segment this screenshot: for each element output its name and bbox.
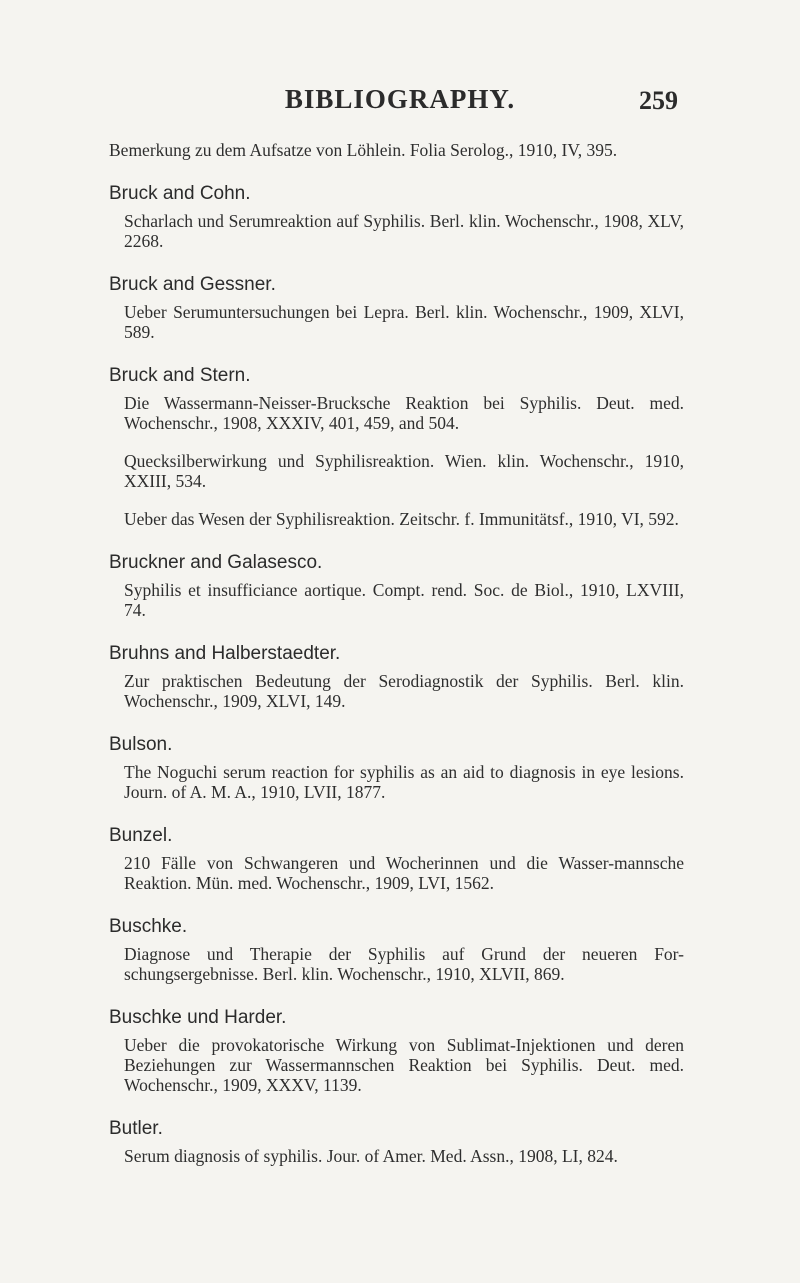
work-citation: Diagnose und Therapie der Syphilis auf Grund der neueren For-schungsergebnisse. Berl. klin. Wochenschr., 1910, XLVII, 869. xyxy=(124,944,684,984)
work-citation: Quecksilberwirkung und Syphilisreaktion. Wien. klin. Wochenschr., 1910, XXIII, 534. xyxy=(124,451,684,491)
work-citation: 210 Fälle von Schwangeren und Wocherinnen und die Wasser-mannsche Reaktion. Mün. med. Wochenschr., 1909, LVI, 1562. xyxy=(124,853,684,893)
author-name: Bruck and Stern. xyxy=(109,365,251,386)
page-number: 259 xyxy=(639,86,678,115)
work-citation: Zur praktischen Bedeutung der Serodiagnostik der Syphilis. Berl. klin. Wochenschr., 1909, XLVI, 149. xyxy=(124,671,684,711)
author-name: Bunzel. xyxy=(109,825,173,846)
author-name: Buschke und Harder. xyxy=(109,1007,287,1028)
bibliography-entry xyxy=(109,365,684,529)
bibliography-entry xyxy=(109,734,684,802)
page-title: BIBLIOGRAPHY. xyxy=(284,84,516,114)
bibliography-entry xyxy=(109,916,684,984)
work-citation: Ueber das Wesen der Syphilisreaktion. Zeitschr. f. Immunitätsf., 1910, VI, 592. xyxy=(124,509,679,529)
author-name: Bulson. xyxy=(109,734,173,755)
bibliography-entry xyxy=(109,274,684,342)
running-head xyxy=(0,84,800,124)
work-citation: Serum diagnosis of syphilis. Jour. of Amer. Med. Assn., 1908, LI, 824. xyxy=(124,1146,618,1166)
work-citation: Ueber die provokatorische Wirkung von Sublimat-Injektionen und deren Beziehungen zur Wassermannschen Reaktion bei Syphilis. Deut. med. Wochenschr., 1909, XXXV, 1139. xyxy=(124,1035,684,1095)
work-citation: Bemerkung zu dem Aufsatze von Löhlein. Folia Serolog., 1910, IV, 395. xyxy=(109,140,618,160)
author-name: Butler. xyxy=(109,1118,163,1139)
work-citation: Ueber Serumuntersuchungen bei Lepra. Berl. klin. Wochenschr., 1909, XLVI, 589. xyxy=(124,302,684,342)
bibliography-entry xyxy=(109,1118,684,1166)
bibliography-entry xyxy=(109,825,684,893)
work-citation: The Noguchi serum reaction for syphilis as an aid to diagnosis in eye lesions. Journ. of A. M. A., 1910, LVII, 1877. xyxy=(124,762,684,802)
author-name: Bruhns and Halberstaedter. xyxy=(109,643,341,664)
author-name: Buschke. xyxy=(109,916,188,937)
bibliography-entry xyxy=(109,643,684,711)
bibliography-entry xyxy=(109,140,684,160)
bibliography-entry xyxy=(109,183,684,251)
author-name: Bruck and Gessner. xyxy=(109,274,276,295)
author-name: Bruckner and Galasesco. xyxy=(109,552,323,573)
bibliography-list xyxy=(109,140,684,1189)
bibliography-entry xyxy=(109,552,684,620)
author-name: Bruck and Cohn. xyxy=(109,183,251,204)
work-citation: Syphilis et insufficiance aortique. Compt. rend. Soc. de Biol., 1910, LXVIII, 74. xyxy=(124,580,684,620)
bibliography-entry xyxy=(109,1007,684,1095)
work-citation: Die Wassermann-Neisser-Brucksche Reaktion bei Syphilis. Deut. med. Wochenschr., 1908, XXXIV, 401, 459, and 504. xyxy=(124,393,684,433)
work-citation: Scharlach und Serumreaktion auf Syphilis. Berl. klin. Wochenschr., 1908, XLV, 2268. xyxy=(124,211,684,251)
